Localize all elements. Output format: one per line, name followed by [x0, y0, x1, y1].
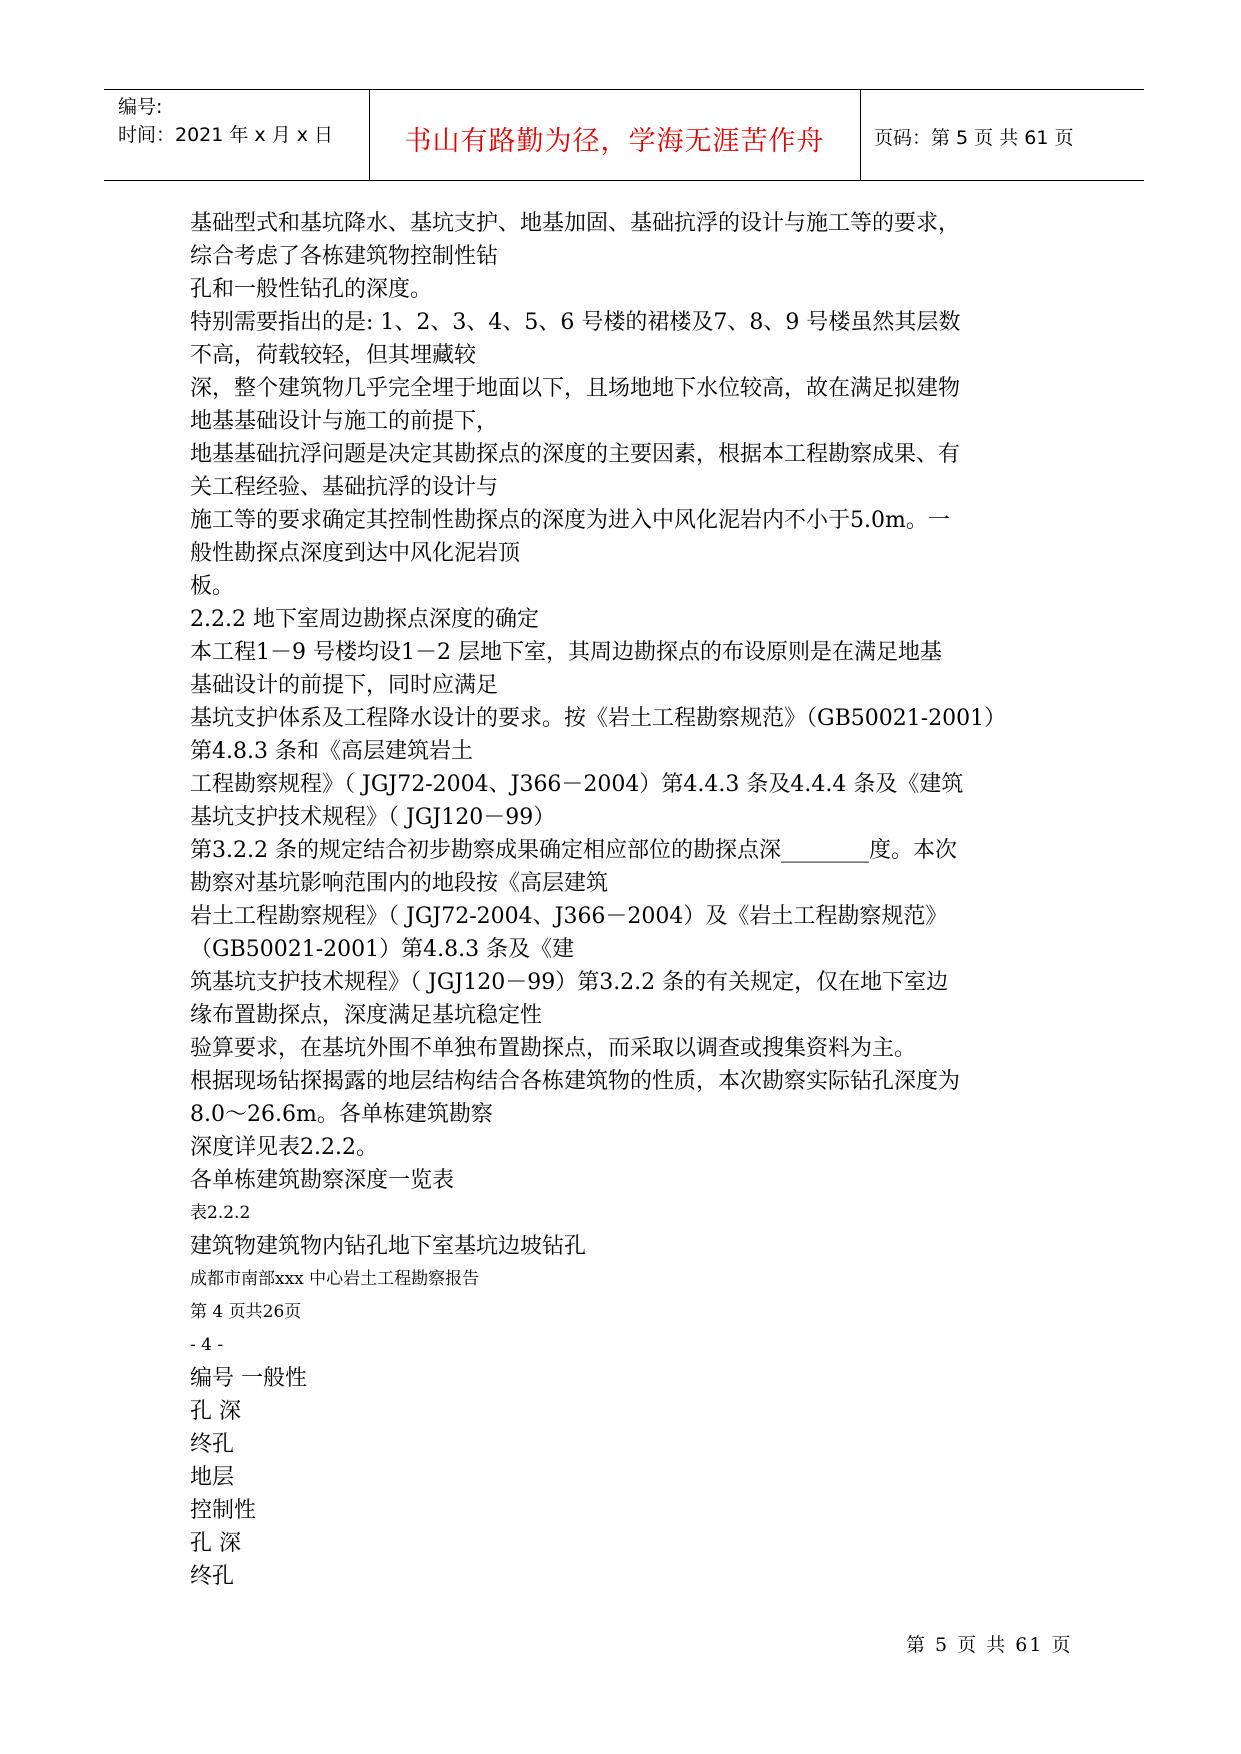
table-cell-line: 控制性 — [190, 1498, 257, 1523]
body-line: 基坑支护体系及工程降水设计的要求。按《岩土工程勘察规范》（GB50021-2001） — [190, 706, 1007, 731]
body-line: 地基基础抗浮问题是决定其勘探点的深度的主要因素，根据本工程勘察成果、有 — [190, 442, 961, 467]
body-line: 本工程1－9 号楼均设1－2 层地下室，其周边勘探点的布设原则是在满足地基 — [190, 640, 942, 665]
body-line: 深，整个建筑物几乎完全埋于地面以下，且场地地下水位较高，故在满足拟建物 — [190, 376, 961, 401]
body-line: 关工程经验、基础抗浮的设计与 — [190, 475, 499, 500]
body-line: 基础设计的前提下，同时应满足 — [190, 673, 499, 698]
body-line: 岩土工程勘察规程》（ JGJ72-2004、J366－2004）及《岩土工程勘察规范》 — [190, 904, 948, 929]
table-cell-line: 编号 一般性 — [190, 1366, 307, 1391]
body-line: 8.0～26.6m。各单栋建筑勘察 — [190, 1102, 493, 1127]
body-line: 深度详见表2.2.2。 — [190, 1135, 378, 1160]
body-line: 地基基础设计与施工的前提下， — [190, 409, 499, 434]
body-line: 根据现场钻探揭露的地层结构结合各栋建筑物的性质，本次勘察实际钻孔深度为 — [190, 1069, 961, 1094]
body-line: 第4.8.3 条和《高层建筑岩土 — [190, 739, 473, 764]
table-header-line: 建筑物建筑物内钻孔地下室基坑边坡钻孔 — [190, 1234, 587, 1259]
inner-page-number: 第 4 页共26页 — [190, 1302, 302, 1322]
table-cell-line: 孔 深 — [190, 1399, 241, 1424]
document-time-label: 时间：2021 年 x 月 x 日 — [118, 124, 334, 146]
header-motto: 书山有路勤为径，学海无涯苦作舟 — [404, 125, 825, 157]
page-header — [104, 89, 1144, 181]
body-line: 孔和一般性钻孔的深度。 — [190, 277, 433, 302]
table-number: 表2.2.2 — [190, 1203, 251, 1223]
table-cell-line: 孔 深 — [190, 1531, 241, 1556]
body-line: 缘布置勘探点，深度满足基坑稳定性 — [190, 1003, 543, 1028]
page-footer: 第 5 页 共 61 页 — [906, 1634, 1073, 1656]
body-line: 不高，荷载较轻，但其埋藏较 — [190, 343, 477, 368]
body-line: 验算要求，在基坑外围不单独布置勘探点，而采取以调查或搜集资料为主。 — [190, 1036, 917, 1061]
body-line: 特别需要指出的是: 1、2、3、4、5、6 号楼的裙楼及7、8、9 号楼虽然其层数 — [190, 310, 961, 335]
header-page-info: 页码：第 5 页 共 61 页 — [874, 126, 1074, 149]
body-line: 勘察对基坑影响范围内的地段按《高层建筑 — [190, 871, 609, 896]
body-line: 般性勘探点深度到达中风化泥岩顶 — [190, 541, 521, 566]
report-title-line: 成都市南部xxx 中心岩土工程勘察报告 — [190, 1269, 480, 1289]
body-line: 筑基坑支护技术规程》（ JGJ120－99）第3.2.2 条的有关规定，仅在地下室边 — [190, 970, 949, 995]
body-line: 基坑支护技术规程》（ JGJ120－99） — [190, 805, 556, 830]
body-line: 工程勘察规程》（ JGJ72-2004、J366－2004）第4.4.3 条及4.4.4 条及《建筑 — [190, 772, 964, 797]
inner-page-marker: - 4 - — [190, 1335, 224, 1355]
body-line: 板。 — [190, 574, 235, 599]
document-body — [190, 207, 1070, 1593]
body-line: （GB50021-2001）第4.8.3 条及《建 — [190, 937, 575, 962]
header-left-block — [118, 93, 333, 149]
body-line: 综合考虑了各栋建筑物控制性钻 — [190, 244, 499, 269]
section-heading: 2.2.2 地下室周边勘探点深度的确定 — [190, 607, 539, 632]
body-line: 施工等的要求确定其控制性勘探点的深度为进入中风化泥岩内不小于5.0m。一 — [190, 508, 950, 533]
body-line: 第3.2.2 条的规定结合初步勘察成果确定相应部位的勘探点深________度。本次 — [190, 838, 957, 863]
document-number-label: 编号: — [118, 96, 163, 118]
table-cell-line: 终孔 — [190, 1432, 235, 1457]
table-title: 各单栋建筑勘察深度一览表 — [190, 1168, 455, 1193]
header-divider-right — [860, 90, 861, 180]
body-line: 基础型式和基坑降水、基坑支护、地基加固、基础抗浮的设计与施工等的要求， — [190, 211, 961, 236]
table-cell-line: 终孔 — [190, 1564, 235, 1589]
table-cell-line: 地层 — [190, 1465, 235, 1490]
